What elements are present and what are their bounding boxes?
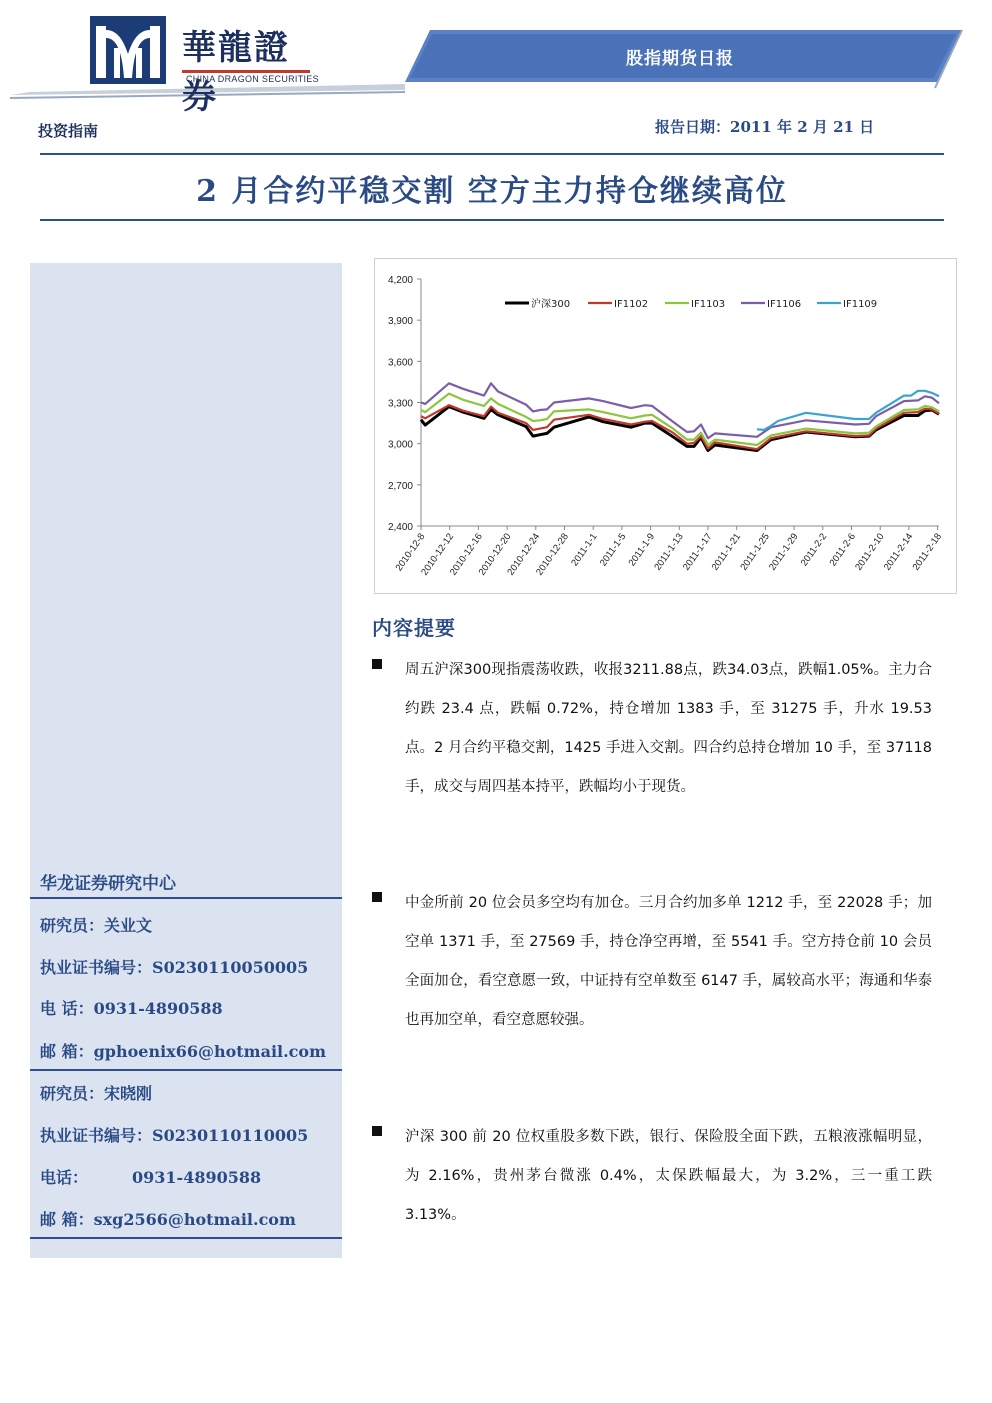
report-date [655,116,874,137]
summary-paragraph-text: 周五沪深300现指震荡收跌，收报3211.88点，跌34.03点，跌幅1.05%。主力合约跌 23.4 点，跌幅 0.72%，持仓增加 1383 手，至 31275 手，升水 19.53 点。2 月合约平稳交割，1425 手进入交割。四合约总持仓增加 10 手，至 37118 手，成交与周四基本持平，跌幅均小于现货。 [405,662,932,795]
x-tick-label: 2011-1-1 [569,531,600,569]
y-tick-label: 4,200 [387,275,413,286]
analyst-1-phone-value: 0931-4890588 [93,999,223,1018]
x-tick-label: 2010-12-20 [476,531,514,578]
summary-paragraph [372,651,932,811]
report-type: 股指期货日报 [626,49,734,69]
y-tick-label: 3,900 [387,316,413,328]
x-tick-label: 2010-12-8 [393,531,428,574]
x-tick-label: 2011-1-25 [738,531,772,573]
title-rule-top [40,153,944,155]
section-tag: 投资指南 [38,122,99,140]
report-date-value: 2011 年 2 月 21 日 [730,118,875,136]
analyst-1-cert-value: S0230110050005 [152,958,309,977]
sidebar-rule [30,1237,342,1239]
futures-line-chart [374,258,957,594]
sidebar-rule [30,1069,342,1071]
analyst-2-phone: 电话： 0931-4890588 [40,1168,262,1187]
bullet-icon [372,1126,382,1136]
logo-mark-icon [90,16,166,84]
analyst-2-phone-value: 0931-4890588 [132,1168,262,1187]
company-logo [90,16,320,117]
logo-english-text: CHINA DRAGON SECURITIES [186,74,319,84]
analyst-2-name: 研究员：宋晓刚 [40,1084,153,1103]
y-tick-label: 2,400 [387,522,413,533]
x-tick-label: 2010-12-24 [505,531,543,578]
summary-paragraph-text: 中金所前 20 位会员多空均有加仓。三月合约加多单 1212 手，至 22028 手；加空单 1371 手，至 27569 手，持仓净空再增，至 5541 手。空方持仓前 10 会员全面加仓，看空意愿一致，中证持有空单数至 6147 手，属较高水平；海通和华泰也再加空单，看空意愿较强。 [405,895,932,1028]
research-center: 华龙证券研究中心 [40,874,176,894]
y-tick-label: 2,700 [387,480,413,492]
legend-label: IF1106 [767,299,802,310]
y-tick-label: 3,300 [387,398,413,410]
x-tick-label: 2011-2-18 [910,531,945,573]
report-date-label: 报告日期： [655,118,731,136]
summary-paragraph [372,884,932,1044]
x-tick-label: 2011-1-5 [597,531,629,569]
x-tick-label: 2011-1-13 [652,531,686,573]
analyst-2-cert: 执业证书编号：S0230110110005 [40,1126,309,1145]
summary-paragraph-text: 沪深 300 前 20 位权重股多数下跌，银行、保险股全面下跌，五粮液涨幅明显，为 2.16%，贵州茅台微涨 0.4%，太保跌幅最大，为 3.2%，三一重工跌 3.13%。 [405,1129,932,1223]
x-tick-label: 2010-12-16 [447,531,485,578]
x-tick-label: 2011-1-9 [626,531,658,569]
x-tick-label: 2011-2-10 [853,531,887,573]
summary-heading: 内容提要 [372,616,456,640]
logo-red-line [182,70,310,73]
bullet-icon [372,659,382,669]
y-tick-label: 3,000 [387,439,413,451]
x-tick-label: 2011-1-29 [767,531,801,573]
sidebar [30,263,342,1258]
x-tick-label: 2011-2-6 [827,531,858,569]
analyst-1-email: 邮 箱：gphoenix66@hotmail.com [40,1042,327,1061]
analyst-2-cert-value: S0230110110005 [152,1126,309,1145]
x-tick-label: 2011-2-14 [881,531,916,573]
y-tick-label: 3,600 [387,357,413,369]
x-tick-label: 2010-12-12 [419,531,457,578]
analyst-2-email-value: sxg2566@hotmail.com [93,1210,296,1229]
logo-chinese-text: 華龍證券 [182,28,290,117]
sidebar-rule [30,897,342,899]
title-rule-bottom [40,219,944,221]
analyst-1-email-value: gphoenix66@hotmail.com [93,1042,327,1061]
legend-label: IF1109 [843,299,878,310]
x-tick-label: 2011-1-17 [681,531,715,573]
analyst-1-name: 研究员：关业文 [40,916,153,935]
chart-svg [375,259,958,595]
summary-paragraph [372,1118,932,1238]
analyst-2-email: 邮 箱：sxg2566@hotmail.com [40,1210,296,1229]
legend-label: 沪深300 [531,299,571,310]
page-title: 2 月合约平稳交割 空方主力持仓继续高位 [196,174,788,209]
series-line [421,383,939,438]
legend-label: IF1102 [614,299,649,310]
x-tick-label: 2011-2-2 [798,531,830,569]
x-tick-label: 2011-1-21 [709,531,744,573]
analyst-1-phone: 电 话：0931-4890588 [40,999,223,1018]
analyst-1-cert: 执业证书编号：S0230110050005 [40,958,309,977]
legend-label: IF1103 [691,299,726,310]
bullet-icon [372,892,382,902]
x-tick-label: 2010-12-28 [534,531,571,578]
